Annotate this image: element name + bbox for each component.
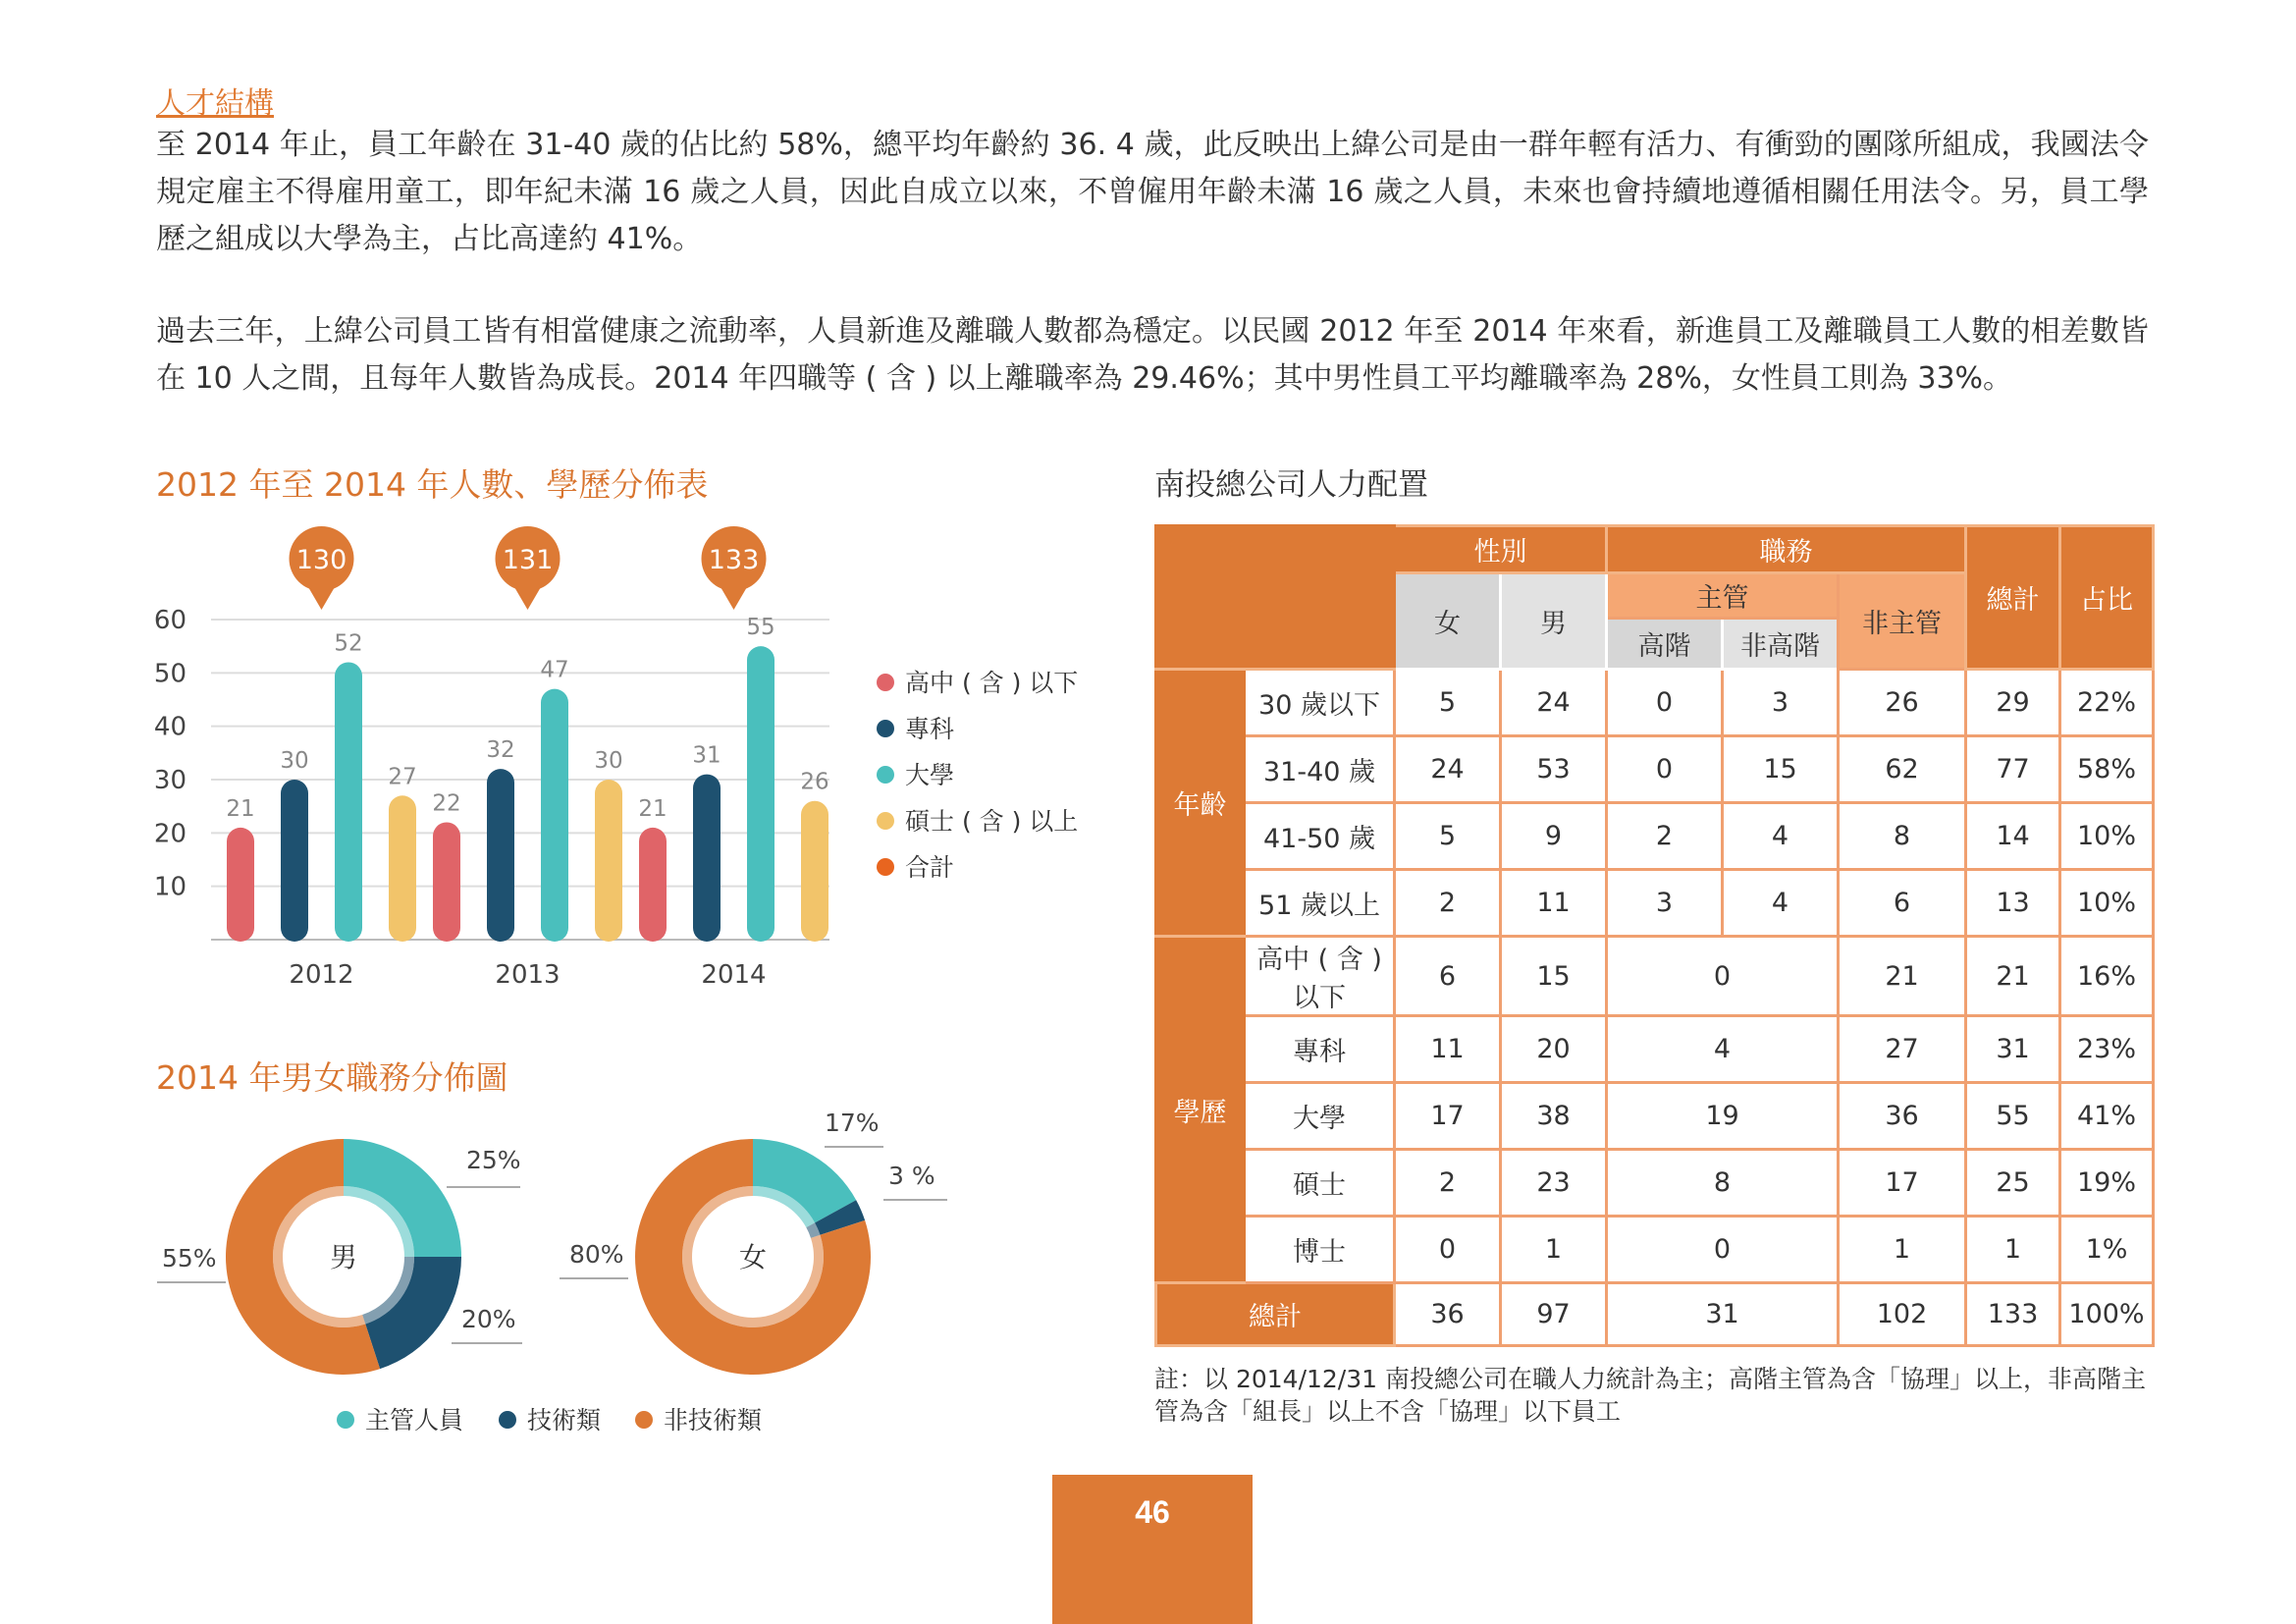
cell-non-senior: 4 bbox=[1723, 803, 1839, 870]
cell-ratio: 10% bbox=[2060, 870, 2154, 937]
bar-value-label: 31 bbox=[692, 742, 721, 769]
cell-total: 77 bbox=[1966, 736, 2060, 803]
header-ratio: 占比 bbox=[2060, 526, 2154, 670]
y-tick-label: 50 bbox=[153, 659, 187, 689]
cell-non-manager: 36 bbox=[1839, 1083, 1966, 1150]
cell-male: 23 bbox=[1501, 1150, 1607, 1217]
cell-senior: 3 bbox=[1607, 870, 1723, 937]
donut-legend-label: 非技術類 bbox=[664, 1406, 763, 1435]
cell-female: 5 bbox=[1395, 803, 1501, 870]
row-label: 30 歲以下 bbox=[1245, 670, 1395, 736]
cell-non-manager: 62 bbox=[1839, 736, 1966, 803]
row-label: 高中 ( 含 ) 以下 bbox=[1245, 937, 1395, 1016]
donut-slice-label: 17% bbox=[825, 1109, 880, 1137]
sum-non-manager: 102 bbox=[1839, 1283, 1966, 1346]
bar-value-label: 21 bbox=[638, 795, 667, 822]
total-marker-pointer bbox=[514, 586, 542, 610]
donut-legend-swatch bbox=[337, 1411, 354, 1429]
cell-non-manager: 27 bbox=[1839, 1016, 1966, 1083]
cell-total: 13 bbox=[1966, 870, 2060, 937]
y-tick-label: 20 bbox=[153, 819, 187, 849]
donut-legend-label: 技術類 bbox=[527, 1406, 602, 1435]
cell-senior: 0 bbox=[1607, 736, 1723, 803]
bar-value-label: 52 bbox=[334, 630, 363, 657]
bar-value-label: 32 bbox=[486, 737, 515, 764]
cell-non-senior: 15 bbox=[1723, 736, 1839, 803]
cell-senior: 0 bbox=[1607, 670, 1723, 736]
cell-total: 25 bbox=[1966, 1150, 2060, 1217]
cell-female: 6 bbox=[1395, 937, 1501, 1016]
bar bbox=[595, 780, 622, 942]
cell-female: 17 bbox=[1395, 1083, 1501, 1150]
cell-ratio: 19% bbox=[2060, 1150, 2154, 1217]
total-value-label: 130 bbox=[295, 545, 347, 575]
cell-manager: 4 bbox=[1607, 1016, 1839, 1083]
x-tick-label: 2014 bbox=[701, 960, 767, 990]
cell-ratio: 10% bbox=[2060, 803, 2154, 870]
legend-label: 大學 bbox=[905, 761, 955, 789]
staffing-table bbox=[1154, 524, 2155, 1347]
cell-female: 11 bbox=[1395, 1016, 1501, 1083]
legend-label: 合計 bbox=[905, 853, 955, 882]
header-senior: 高階 bbox=[1607, 619, 1723, 670]
bar bbox=[487, 769, 514, 942]
donut-slice-label: 3 % bbox=[888, 1162, 935, 1190]
legend-swatch bbox=[877, 858, 894, 876]
cell-male: 53 bbox=[1501, 736, 1607, 803]
row-label: 大學 bbox=[1245, 1083, 1395, 1150]
donut-charts bbox=[137, 1090, 1001, 1453]
cell-manager: 0 bbox=[1607, 937, 1839, 1016]
cell-non-manager: 26 bbox=[1839, 670, 1966, 736]
donut-chart-title: 2014 年男女職務分佈圖 bbox=[156, 1058, 508, 1097]
cell-female: 5 bbox=[1395, 670, 1501, 736]
x-tick-label: 2013 bbox=[495, 960, 561, 990]
cell-ratio: 1% bbox=[2060, 1217, 2154, 1283]
bar-value-label: 27 bbox=[388, 764, 417, 790]
table-row-total bbox=[1156, 1283, 2154, 1346]
cell-ratio: 16% bbox=[2060, 937, 2154, 1016]
bar bbox=[227, 828, 254, 942]
legend-label: 專科 bbox=[905, 715, 955, 743]
cell-manager: 19 bbox=[1607, 1083, 1839, 1150]
cell-male: 15 bbox=[1501, 937, 1607, 1016]
cell-manager: 8 bbox=[1607, 1150, 1839, 1217]
cell-female: 2 bbox=[1395, 1150, 1501, 1217]
donut-slice-label: 55% bbox=[162, 1244, 217, 1272]
bar-value-label: 21 bbox=[226, 795, 255, 822]
cell-ratio: 58% bbox=[2060, 736, 2154, 803]
cell-male: 38 bbox=[1501, 1083, 1607, 1150]
cell-ratio: 41% bbox=[2060, 1083, 2154, 1150]
donut-slice-label: 20% bbox=[461, 1305, 516, 1333]
donut-center-label: 男 bbox=[329, 1241, 358, 1273]
table-row-age bbox=[1156, 670, 2154, 736]
legend-label: 高中 ( 含 ) 以下 bbox=[905, 669, 1079, 697]
table-row-age bbox=[1156, 736, 2154, 803]
bar bbox=[693, 775, 721, 942]
header-total: 總計 bbox=[1966, 526, 2060, 670]
cell-female: 2 bbox=[1395, 870, 1501, 937]
sum-total: 133 bbox=[1966, 1283, 2060, 1346]
table-row-age bbox=[1156, 803, 2154, 870]
sum-male: 97 bbox=[1501, 1283, 1607, 1346]
cell-total: 31 bbox=[1966, 1016, 2060, 1083]
bar-value-label: 26 bbox=[800, 769, 829, 795]
sum-ratio: 100% bbox=[2060, 1283, 2154, 1346]
cell-female: 0 bbox=[1395, 1217, 1501, 1283]
legend-swatch bbox=[877, 766, 894, 784]
total-value-label: 131 bbox=[502, 545, 554, 575]
total-value-label: 133 bbox=[708, 545, 760, 575]
table-row-education bbox=[1156, 937, 2154, 1016]
bar-chart bbox=[137, 515, 1099, 997]
row-label: 51 歲以上 bbox=[1245, 870, 1395, 937]
donut-legend-label: 主管人員 bbox=[365, 1406, 464, 1435]
row-label: 碩士 bbox=[1245, 1150, 1395, 1217]
section-link-talent-structure[interactable]: 人才結構 bbox=[156, 86, 274, 121]
bar bbox=[541, 689, 568, 942]
bar-value-label: 22 bbox=[432, 790, 461, 817]
turnover-paragraph: 過去三年，上緯公司員工皆有相當健康之流動率，人員新進及離職人數都為穩定。以民國 2012 年至 2014 年來看，新進員工及離職員工人數的相差數皆在 10 人之間，且每年人數皆為成長。2014 年四職等 ( 含 ) 以上離職率為 29.46%；其中男性員工平均離職率為 28%，女性員工則為 33%。 bbox=[156, 314, 2149, 396]
bar bbox=[639, 828, 667, 942]
cell-male: 9 bbox=[1501, 803, 1607, 870]
row-label: 博士 bbox=[1245, 1217, 1395, 1283]
table-row-education bbox=[1156, 1083, 2154, 1150]
legend-swatch bbox=[877, 720, 894, 737]
total-marker-pointer bbox=[308, 586, 336, 610]
cell-ratio: 23% bbox=[2060, 1016, 2154, 1083]
cell-non-manager: 17 bbox=[1839, 1150, 1966, 1217]
bar-value-label: 30 bbox=[280, 748, 309, 774]
header-position: 職務 bbox=[1607, 526, 1966, 573]
intro-paragraph: 至 2014 年止，員工年齡在 31-40 歲的佔比約 58%，總平均年齡約 36. 4 歲，此反映出上緯公司是由一群年輕有活力、有衝勁的團隊所組成，我國法令規定雇主不得雇用童工，即年紀未滿 16 歲之人員，因此自成立以來，不曾僱用年齡未滿 16 歲之人員，未來也會持續地遵循相關任用法令。另，員工學歷之組成以大學為主，占比高達約 41%。 bbox=[156, 128, 2149, 256]
cell-manager: 0 bbox=[1607, 1217, 1839, 1283]
cell-non-manager: 21 bbox=[1839, 937, 1966, 1016]
cell-male: 24 bbox=[1501, 670, 1607, 736]
bar bbox=[801, 801, 828, 942]
cell-total: 1 bbox=[1966, 1217, 2060, 1283]
cell-ratio: 22% bbox=[2060, 670, 2154, 736]
cell-non-manager: 6 bbox=[1839, 870, 1966, 937]
bar bbox=[389, 795, 416, 942]
row-label: 專科 bbox=[1245, 1016, 1395, 1083]
header-female: 女 bbox=[1395, 573, 1501, 670]
bar bbox=[335, 662, 362, 942]
donut-slice-label: 25% bbox=[466, 1146, 521, 1174]
legend-label: 碩士 ( 含 ) 以上 bbox=[905, 807, 1079, 836]
table-row-education bbox=[1156, 1150, 2154, 1217]
sum-label: 總計 bbox=[1156, 1283, 1395, 1346]
cell-non-manager: 1 bbox=[1839, 1217, 1966, 1283]
cell-total: 55 bbox=[1966, 1083, 2060, 1150]
bar bbox=[433, 822, 460, 942]
bar-value-label: 55 bbox=[746, 615, 775, 641]
row-label: 41-50 歲 bbox=[1245, 803, 1395, 870]
table-footnote: 註：以 2014/12/31 南投總公司在職人力統計為主；高階主管為含「協理」以上，非高階主管為含「組長」以上不含「協理」以下員工 bbox=[1154, 1365, 2146, 1426]
cell-total: 29 bbox=[1966, 670, 2060, 736]
donut-legend-swatch bbox=[499, 1411, 516, 1429]
bar bbox=[281, 780, 308, 942]
cell-total: 14 bbox=[1966, 803, 2060, 870]
cell-non-manager: 8 bbox=[1839, 803, 1966, 870]
total-marker-pointer bbox=[721, 586, 748, 610]
cell-female: 24 bbox=[1395, 736, 1501, 803]
header-male: 男 bbox=[1501, 573, 1607, 670]
x-tick-label: 2012 bbox=[289, 960, 354, 990]
legend-swatch bbox=[877, 812, 894, 830]
table-row-education bbox=[1156, 1217, 2154, 1283]
donut-legend-swatch bbox=[635, 1411, 653, 1429]
bar-value-label: 30 bbox=[594, 748, 623, 774]
header-non-senior: 非高階 bbox=[1723, 619, 1839, 670]
sum-female: 36 bbox=[1395, 1283, 1501, 1346]
group-age: 年齡 bbox=[1156, 670, 1245, 937]
row-label: 31-40 歲 bbox=[1245, 736, 1395, 803]
table-row-education bbox=[1156, 1016, 2154, 1083]
bar-chart-title: 2012 年至 2014 年人數、學歷分佈表 bbox=[156, 465, 709, 504]
sum-manager: 31 bbox=[1607, 1283, 1839, 1346]
cell-senior: 2 bbox=[1607, 803, 1723, 870]
cell-total: 21 bbox=[1966, 937, 2060, 1016]
table-row-age bbox=[1156, 870, 2154, 937]
y-tick-label: 30 bbox=[153, 766, 187, 795]
y-tick-label: 10 bbox=[153, 872, 187, 902]
page-number: 46 bbox=[1135, 1494, 1170, 1530]
bar-value-label: 47 bbox=[540, 657, 569, 683]
table-corner bbox=[1156, 526, 1395, 670]
y-tick-label: 40 bbox=[153, 712, 187, 742]
header-gender: 性別 bbox=[1395, 526, 1607, 573]
cell-non-senior: 3 bbox=[1723, 670, 1839, 736]
header-manager: 主管 bbox=[1607, 573, 1839, 619]
table-title: 南投總公司人力配置 bbox=[1154, 467, 1428, 503]
donut-center-label: 女 bbox=[738, 1241, 768, 1273]
cell-male: 11 bbox=[1501, 870, 1607, 937]
header-non-manager: 非主管 bbox=[1839, 573, 1966, 670]
legend-swatch bbox=[877, 674, 894, 691]
cell-male: 20 bbox=[1501, 1016, 1607, 1083]
bar bbox=[747, 646, 774, 942]
cell-non-senior: 4 bbox=[1723, 870, 1839, 937]
cell-male: 1 bbox=[1501, 1217, 1607, 1283]
donut-slice-label: 80% bbox=[569, 1240, 624, 1269]
y-tick-label: 60 bbox=[153, 606, 187, 635]
group-education: 學歷 bbox=[1156, 937, 1245, 1283]
